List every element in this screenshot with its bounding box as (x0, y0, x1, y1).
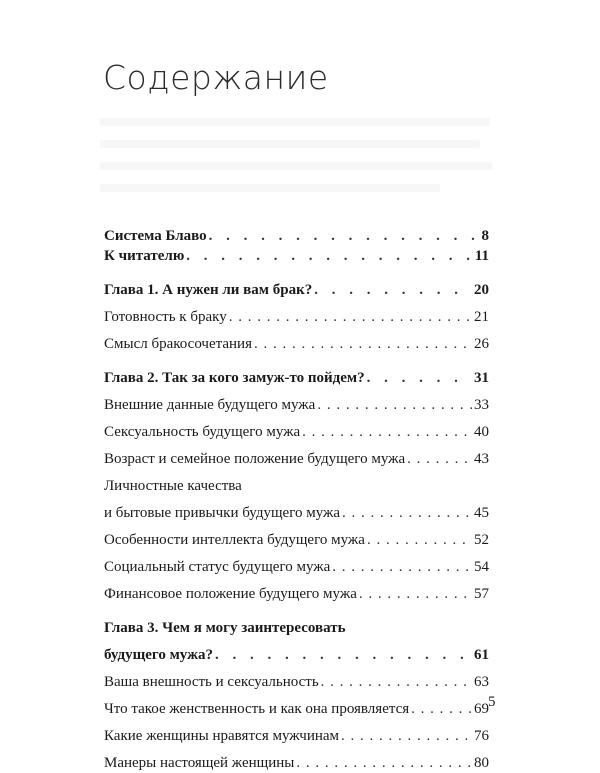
dot-leader (342, 503, 472, 523)
toc-entry-label: Готовность к браку (104, 309, 227, 325)
toc-entry[interactable] (104, 449, 489, 469)
toc-entry[interactable] (104, 395, 489, 415)
dot-leader (215, 645, 472, 665)
toc-page-number: 11 (474, 248, 489, 264)
toc-page-number: 20 (474, 282, 489, 298)
dot-leader (254, 334, 472, 354)
dot-leader (321, 672, 472, 692)
toc-page-number: 69 (474, 701, 489, 717)
dot-leader (359, 584, 472, 604)
toc-entry[interactable] (104, 699, 489, 719)
toc-entry-label: Особенности интеллекта будущего мужа (104, 532, 365, 548)
toc-entry-label: Ваша внешность и сексуальность (104, 674, 319, 690)
toc-page-number: 76 (474, 728, 489, 744)
toc-entry-label: Сексуальность будущего мужа (104, 424, 301, 440)
toc-chapter-label: Глава 3. Чем я могу заинтересовать (104, 620, 346, 636)
toc-entry[interactable] (104, 530, 489, 550)
toc-entry-label: и бытовые привычки будущего мужа (104, 505, 341, 521)
toc-page-number: 57 (474, 586, 489, 602)
dot-leader (317, 395, 472, 415)
dot-leader (332, 557, 472, 577)
toc-entry[interactable] (104, 307, 489, 327)
toc-page-number: 33 (474, 397, 489, 413)
toc-entry-label: Возраст и семейное положение будущего мужа (104, 451, 406, 467)
table-of-contents (104, 226, 489, 773)
toc-page-number: 63 (474, 674, 489, 690)
toc-entry[interactable] (104, 753, 489, 773)
toc-page-number: 43 (474, 451, 489, 467)
toc-entry-first-line[interactable] (104, 476, 489, 496)
toc-entry[interactable] (104, 726, 489, 746)
toc-entry-label: Внешние данные будущего мужа (104, 397, 316, 413)
toc-chapter-label: будущего мужа? (104, 647, 213, 663)
toc-chapter-2[interactable] (104, 368, 489, 388)
toc-page-number: 80 (474, 755, 489, 771)
toc-page-number: 61 (474, 647, 489, 663)
toc-entry-label: Личностные качества (104, 478, 242, 494)
toc-page-number: 31 (474, 370, 489, 386)
toc-chapter-label: Глава 2. Так за кого замуж-то пойдем? (104, 370, 365, 386)
toc-page-number: 8 (481, 228, 489, 244)
dot-leader (229, 307, 472, 327)
dot-leader (407, 449, 472, 469)
dot-leader (302, 422, 472, 442)
bleed-through-line (100, 140, 480, 148)
toc-entry[interactable] (104, 672, 489, 692)
dot-leader (367, 530, 472, 550)
dot-leader (209, 226, 480, 246)
toc-chapter-3-first-line[interactable] (104, 618, 489, 638)
toc-entry-label: Финансовое положение будущего мужа (104, 586, 357, 602)
page-title: Содержание (103, 58, 329, 97)
toc-entry-k-chitatelyu[interactable] (104, 246, 489, 266)
dot-leader (314, 280, 472, 300)
toc-entry-label: Социальный статус будущего мужа (104, 559, 331, 575)
toc-page-number: 52 (474, 532, 489, 548)
toc-entry[interactable] (104, 503, 489, 523)
bleed-through-line (100, 118, 490, 126)
toc-entry-label: Что такое женственность и как она проявляется (104, 701, 410, 717)
toc-entry-label: Система Блаво (104, 228, 207, 244)
dot-leader (186, 246, 473, 266)
toc-entry[interactable] (104, 422, 489, 442)
dot-leader (341, 726, 472, 746)
toc-entry-sistema-blavo[interactable] (104, 226, 489, 246)
toc-page-number: 45 (474, 505, 489, 521)
bleed-through-line (100, 162, 492, 170)
dot-leader (367, 368, 472, 388)
toc-entry-label: Смысл бракосочетания (104, 336, 252, 352)
dot-leader (296, 753, 472, 773)
toc-page-number: 40 (474, 424, 489, 440)
dot-leader (411, 699, 472, 719)
toc-chapter-3[interactable] (104, 645, 489, 665)
toc-page-number: 54 (474, 559, 489, 575)
toc-entry-label: К читателю (104, 248, 185, 264)
toc-page-number: 26 (474, 336, 489, 352)
toc-entry-label: Какие женщины нравятся мужчинам (104, 728, 340, 744)
toc-entry-label: Манеры настоящей женщины (104, 755, 295, 771)
toc-entry[interactable] (104, 334, 489, 354)
toc-page-number: 21 (474, 309, 489, 325)
toc-entry[interactable] (104, 584, 489, 604)
toc-entry[interactable] (104, 557, 489, 577)
toc-chapter-1[interactable] (104, 280, 489, 300)
toc-chapter-label: Глава 1. А нужен ли вам брак? (104, 282, 313, 298)
page-number: 5 (488, 694, 496, 710)
bleed-through-line (100, 184, 440, 192)
